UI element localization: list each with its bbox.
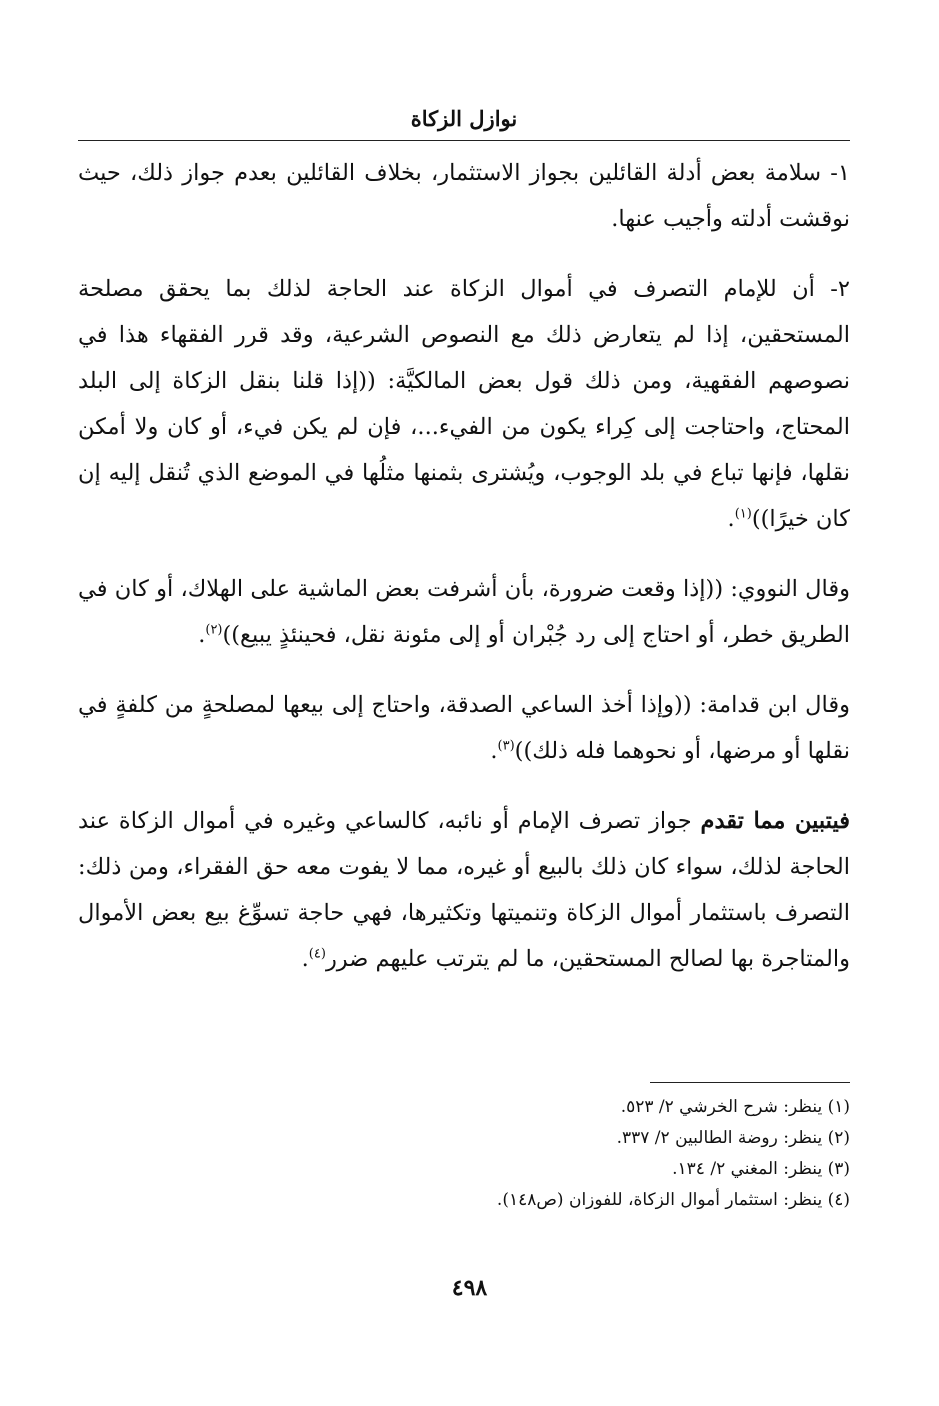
footnote-ref-1[interactable]: (١) bbox=[734, 506, 752, 522]
paragraph-3 bbox=[78, 566, 850, 658]
footnote-3: (٣) ينظر: المغني ٢/ ١٣٤. bbox=[672, 1159, 850, 1179]
paragraph-2-end: . bbox=[727, 506, 735, 532]
footnote-ref-4[interactable]: (٤) bbox=[308, 946, 326, 962]
paragraph-1 bbox=[78, 150, 850, 242]
footnote-ref-2[interactable]: (٢) bbox=[205, 622, 223, 638]
paragraph-5 bbox=[78, 798, 850, 982]
paragraph-5-text: جواز تصرف الإمام أو نائبه، كالساعي وغيره في أموال الزكاة عند الحاجة لذلك، سواء كان ذلك بالبيع أو غيره، مما لا يفوت معه حق الفقراء، ومن ذلك: التصرف باستثمار أموال الزكاة وتنميتها وتكثيرها، فهي حاجة تسوِّغ بيع بعض الأموال والمتاجرة بها لصالح المستحقين، ما لم يترتب عليهم ضرر bbox=[78, 808, 850, 972]
footnote-ref-3[interactable]: (٣) bbox=[497, 738, 515, 754]
paragraph-2-text: ٢- أن للإمام التصرف في أموال الزكاة عند الحاجة لذلك بما يحقق مصلحة المستحقين، إذا لم يتعارض ذلك مع النصوص الشرعية، وقد قرر الفقهاء هذا في نصوصهم الفقهية، ومن ذلك قول بعض المالكيَّة: ((إذا قلنا بنقل الزكاة إلى البلد المحتاج، واحتاجت إلى كِراء يكون من الفيء...، فإن لم يكن فيء، أو كان ولا أمكن نقلها، فإنها تباع في بلد الوجوب، ويُشترى بثمنها مثلُها في الموضع الذي تُنقل إليه إن كان خيرًا)) bbox=[78, 276, 850, 532]
paragraph-3-text: وقال النووي: ((إذا وقعت ضرورة، بأن أشرفت بعض الماشية على الهلاك، أو كان في الطريق خطر، أو احتاج إلى رد جُبْران أو إلى مئونة نقل، فحينئذٍ يبيع)) bbox=[78, 576, 850, 648]
footnote-4: (٤) ينظر: استثمار أموال الزكاة، للفوزان (ص١٤٨). bbox=[496, 1190, 850, 1210]
paragraph-4-end: . bbox=[490, 738, 498, 764]
header-title: نوازل الزكاة bbox=[410, 106, 518, 131]
paragraph-5-end: . bbox=[301, 946, 309, 972]
footnote-2: (٢) ينظر: روضة الطالبين ٢/ ٣٣٧. bbox=[616, 1128, 850, 1148]
footnotes bbox=[90, 1092, 850, 1216]
paragraph-5-lead: فيتبين مما تقدم bbox=[700, 808, 850, 834]
paragraph-4 bbox=[78, 682, 850, 774]
footnote-1: (١) ينظر: شرح الخرشي ٢/ ٥٢٣. bbox=[620, 1097, 850, 1117]
running-header bbox=[78, 100, 850, 141]
main-text bbox=[78, 150, 850, 1006]
paragraph-2 bbox=[78, 266, 850, 542]
paragraph-1-text: ١- سلامة بعض أدلة القائلين بجواز الاستثمار، بخلاف القائلين بعدم جواز ذلك، حيث نوقشت أدلته وأجيب عنها. bbox=[78, 160, 850, 232]
paragraph-3-end: . bbox=[198, 622, 206, 648]
page-number: ٤٩٨ bbox=[451, 1275, 488, 1301]
footnote-separator bbox=[650, 1082, 850, 1083]
paragraph-4-text: وقال ابن قدامة: ((وإذا أخذ الساعي الصدقة، واحتاج إلى بيعها لمصلحةٍ من كلفةٍ في نقلها أو مرضها، أو نحوهما فله ذلك)) bbox=[78, 692, 850, 764]
